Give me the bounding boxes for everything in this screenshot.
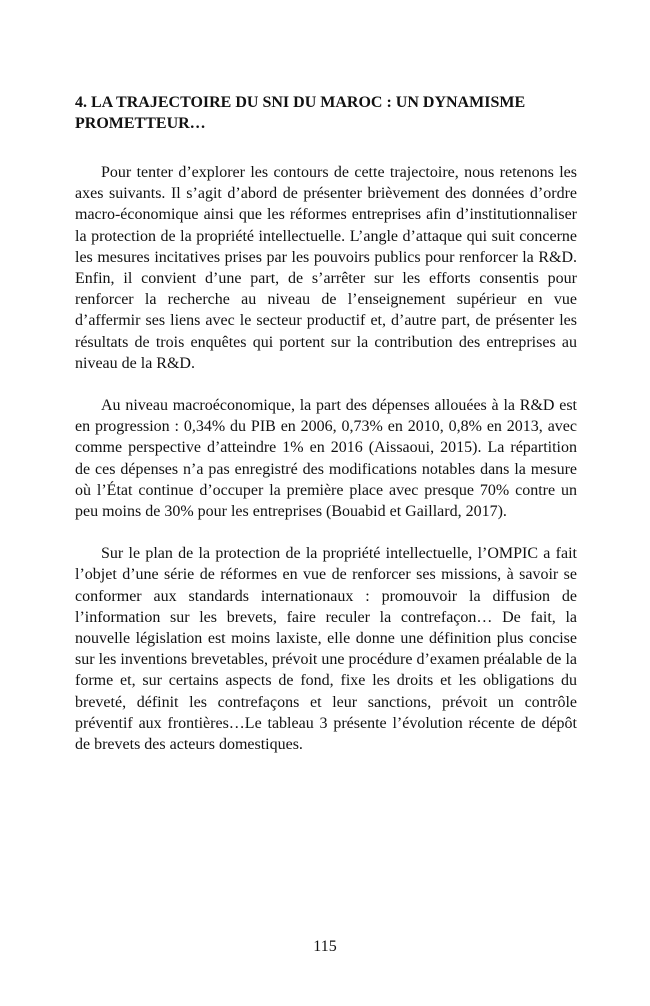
page-content	[75, 92, 577, 776]
section-heading: 4. LA TRAJECTOIRE DU SNI DU MAROC : UN DYNAMISME PROMETTEUR…	[75, 94, 526, 132]
page-number: 115	[313, 938, 337, 955]
paragraph-intellectual-property: Sur le plan de la protection de la propriété intellectuelle, l’OMPIC a fait l’objet d’une série de réformes en vue de renforcer ses missions, à savoir se conformer aux standards internationaux : promouvoir la diffusion de l’information sur les brevets, faire reculer la contrefaçon… De fait, la nouvelle législation est moins laxiste, elle donne une définition plus concise sur les inventions brevetables, prévoit une procédure d’examen préalable de la forme et, sur certains aspects de fond, fixe les droits et les obligations du breveté, définit les contrefaçons et leur sanctions, prévoit un contrôle préventif aux frontières…Le tableau 3 présente l’évolution récente de dépôt de brevets des acteurs domestiques.	[75, 545, 577, 754]
paragraph-axes: Pour tenter d’explorer les contours de cette trajectoire, nous retenons les axes suivants. Il s’agit d’abord de présenter brièvement des données d’ordre macro-économique ainsi que les réformes entreprises afin d’institutionnaliser la protection de la propriété intellectuelle. L’angle d’attaque qui suit concerne les mesures incitatives prises par les pouvoirs publics pour renforcer la R&D. Enfin, il convient d’une part, de s’arrêter sur les efforts consentis pour renforcer la recherche au niveau de l’enseignement supérieur en vue d’affermir ses liens avec le secteur productif et, d’autre part, de présenter les résultats de trois enquêtes qui portent sur la contribution des entreprises au niveau de la R&D.	[75, 164, 577, 372]
paragraph-macroeconomic: Au niveau macroéconomique, la part des dépenses allouées à la R&D est en progression : 0,34% du PIB en 2006, 0,73% en 2010, 0,8% en 2013, avec comme perspective d’atteindre 1% en 2016 (Aissaoui, 2015). La répartition de ces dépenses n’a pas enregistré des modifications notables dans la mesure où l’État continue d’occuper la première place avec presque 70% contre un peu moins de 30% pour les entreprises (Bouabid et Gaillard, 2017).	[75, 397, 577, 521]
